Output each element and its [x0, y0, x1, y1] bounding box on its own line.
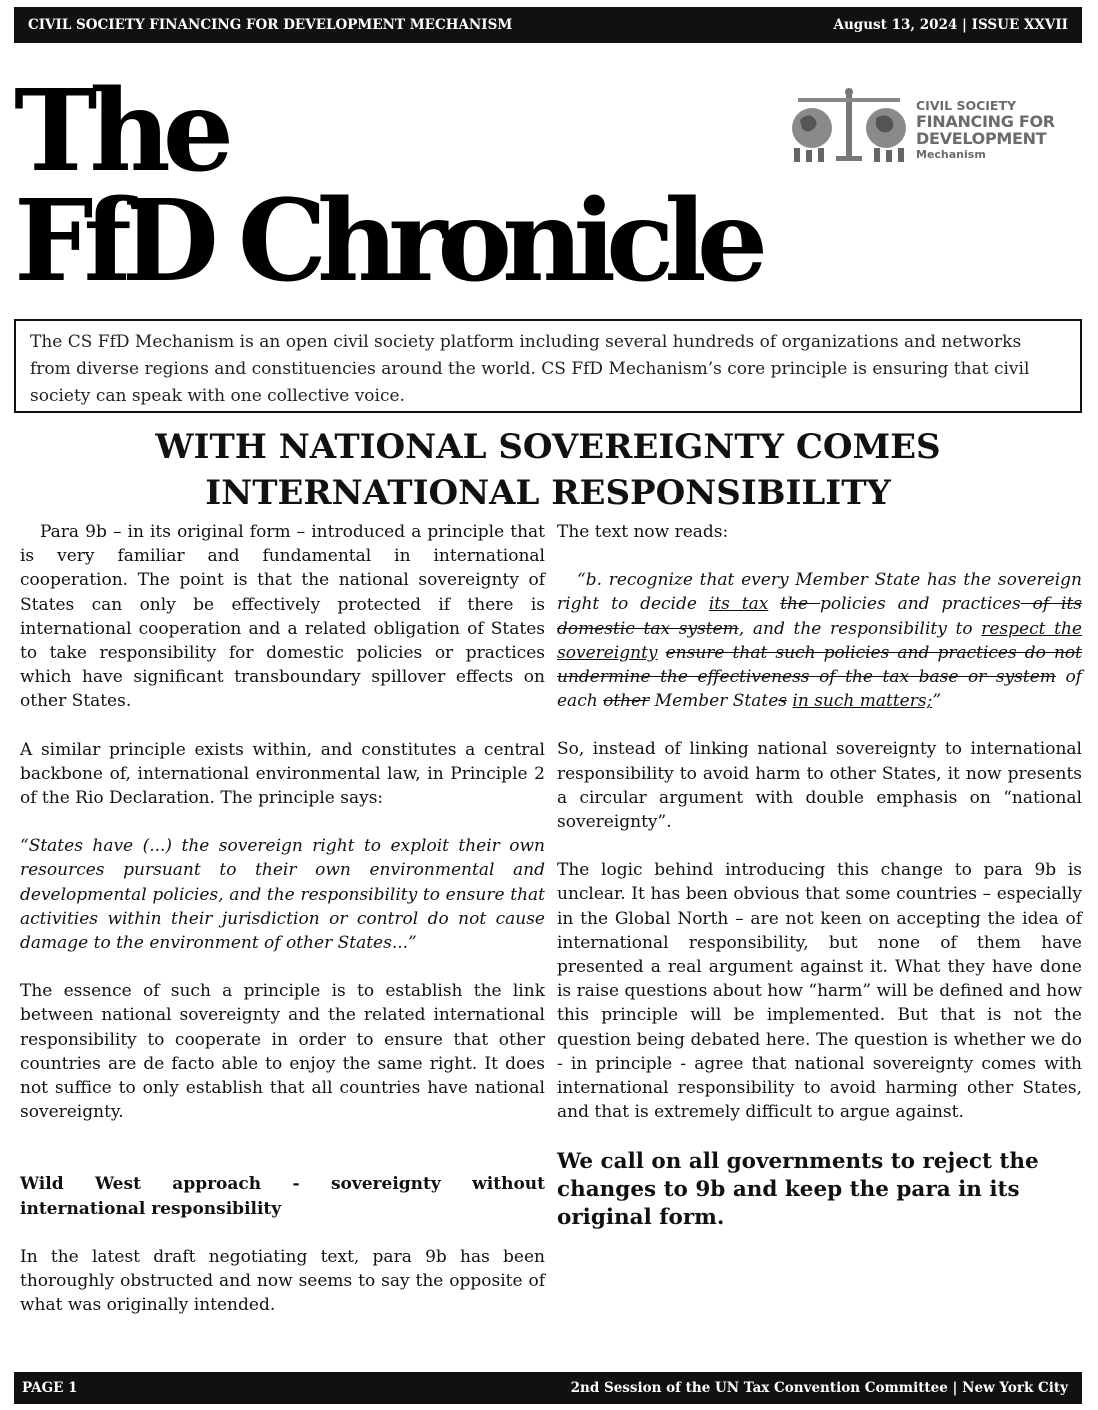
headline-line-2: INTERNATIONAL RESPONSIBILITY [205, 473, 891, 513]
quote-text [658, 643, 666, 663]
quote-deletion: s [778, 691, 787, 712]
quote-deletion: ensure that such policies and practices do not undermine the effectiveness of the tax base or system [557, 642, 1082, 688]
rio-declaration-quote: “States have (...) the sovereign right to exploit their own resources pursuant to their own environmental and developmental policies, and the responsibility to ensure that activities within their jurisdiction or control do not cause damage to the environment of other States...” [20, 836, 545, 954]
quote-deletion: other [603, 691, 650, 712]
right-column [557, 520, 1082, 1256]
headline-line-1: WITH NATIONAL SOVEREIGNTY COMES [155, 427, 941, 467]
logo-line-3: DEVELOPMENT [916, 128, 1047, 148]
left-paragraph-2: A similar principle exists within, and constitutes a central backbone of, international environmental law, in Principle 2 of the Rio Declaration. The principle says: [20, 739, 545, 809]
right-paragraph-1: The text now reads: [557, 522, 729, 542]
page-number: PAGE 1 [22, 1380, 78, 1396]
right-paragraph-3: The logic behind introducing this change to para 9b is unclear. It has been obvious that some countries – especially in the Global North – are not keen on accepting the idea of international responsibility, but none of them have presented a real argument against it. What they have done is raise questions about how “harm” will be defined and how this principle will be implemented. But that is not the question being debated here. The question is whether we do - in principle - agree that national sovereignty comes with international responsibility to avoid harming other States, and that is extremely difficult to argue against. [557, 860, 1082, 1123]
quote-text: ” [932, 691, 942, 712]
org-name: CIVIL SOCIETY FINANCING FOR DEVELOPMENT MECHANISM [28, 17, 513, 33]
left-paragraph-3: The essence of such a principle is to establish the link between national sovereignty and the related international responsibility to cooperate in order to ensure that other countries are de facto able to enjoy the same right. It does not suffice to only establish that all countries have national sovereignty. [20, 981, 545, 1123]
quote-text: of each [557, 667, 1082, 712]
cs-ffd-logo [786, 88, 1076, 164]
article-headline [14, 424, 1082, 516]
section-subheading: Wild West approach - sovereignty without international responsibility [20, 1174, 545, 1219]
quote-text: “b. recognize that every Member State has the sovereign right to decide [557, 570, 1082, 615]
masthead-line-2: FfD Chronicle [14, 176, 759, 307]
right-paragraph-2: So, instead of linking national sovereignty to international responsibility to avoid harm to other States, it now presents a circular argument with double emphasis on “national sovereignty”. [557, 739, 1082, 833]
scale-globes-icon [786, 88, 911, 164]
left-paragraph-4: In the latest draft negotiating text, para 9b has been thoroughly obstructed and now seems to say the opposite of what was originally intended. [20, 1246, 545, 1316]
quote-insertion: in such matters; [792, 691, 933, 712]
quote-insertion: respect the sovereignty [557, 618, 1082, 663]
logo-line-1: CIVIL SOCIETY [916, 98, 1017, 113]
call-to-action: We call on all governments to reject the changes to 9b and keep the para in its original form. [557, 1149, 1039, 1231]
intro-box: The CS FfD Mechanism is an open civil society platform including several hundreds of organizations and networks from diverse regions and constituencies around the world. CS FfD Mechanism’s core principle is ensuring that civil society can speak with one collective voice. [14, 319, 1082, 413]
quote-insertion: its tax [708, 594, 769, 615]
quote-deletion: of its domestic tax system [557, 594, 1083, 639]
quote-text: , and the responsibility to [738, 618, 982, 639]
left-paragraph-1: Para 9b – in its original form – introduced a principle that is very familiar and fundamental in international cooperation. The point is that the national sovereignty of States can only be effectively protected if there is international cooperation and a related obligation of States to take responsibility for domestic policies or practices which have significant transboundary spillover effects on other States. [20, 522, 545, 712]
bottom-banner [14, 1372, 1082, 1404]
logo-line-4: Mechanism [916, 147, 986, 161]
left-column [20, 520, 545, 1341]
logo-line-2: FINANCING FOR [916, 111, 1055, 131]
top-banner [14, 7, 1082, 43]
issue-date: August 13, 2024 | ISSUE XXVII [833, 17, 1068, 33]
quote-deletion: the [780, 594, 820, 615]
quote-text: policies and practices [819, 594, 1021, 615]
para-9b-quote [557, 568, 1082, 713]
quote-text [768, 594, 780, 614]
masthead-line-1: The [14, 66, 227, 197]
quote-text: Member State [649, 691, 779, 712]
event-name: 2nd Session of the UN Tax Convention Committee | New York City [570, 1380, 1068, 1396]
logo-wordmark [916, 100, 1055, 160]
